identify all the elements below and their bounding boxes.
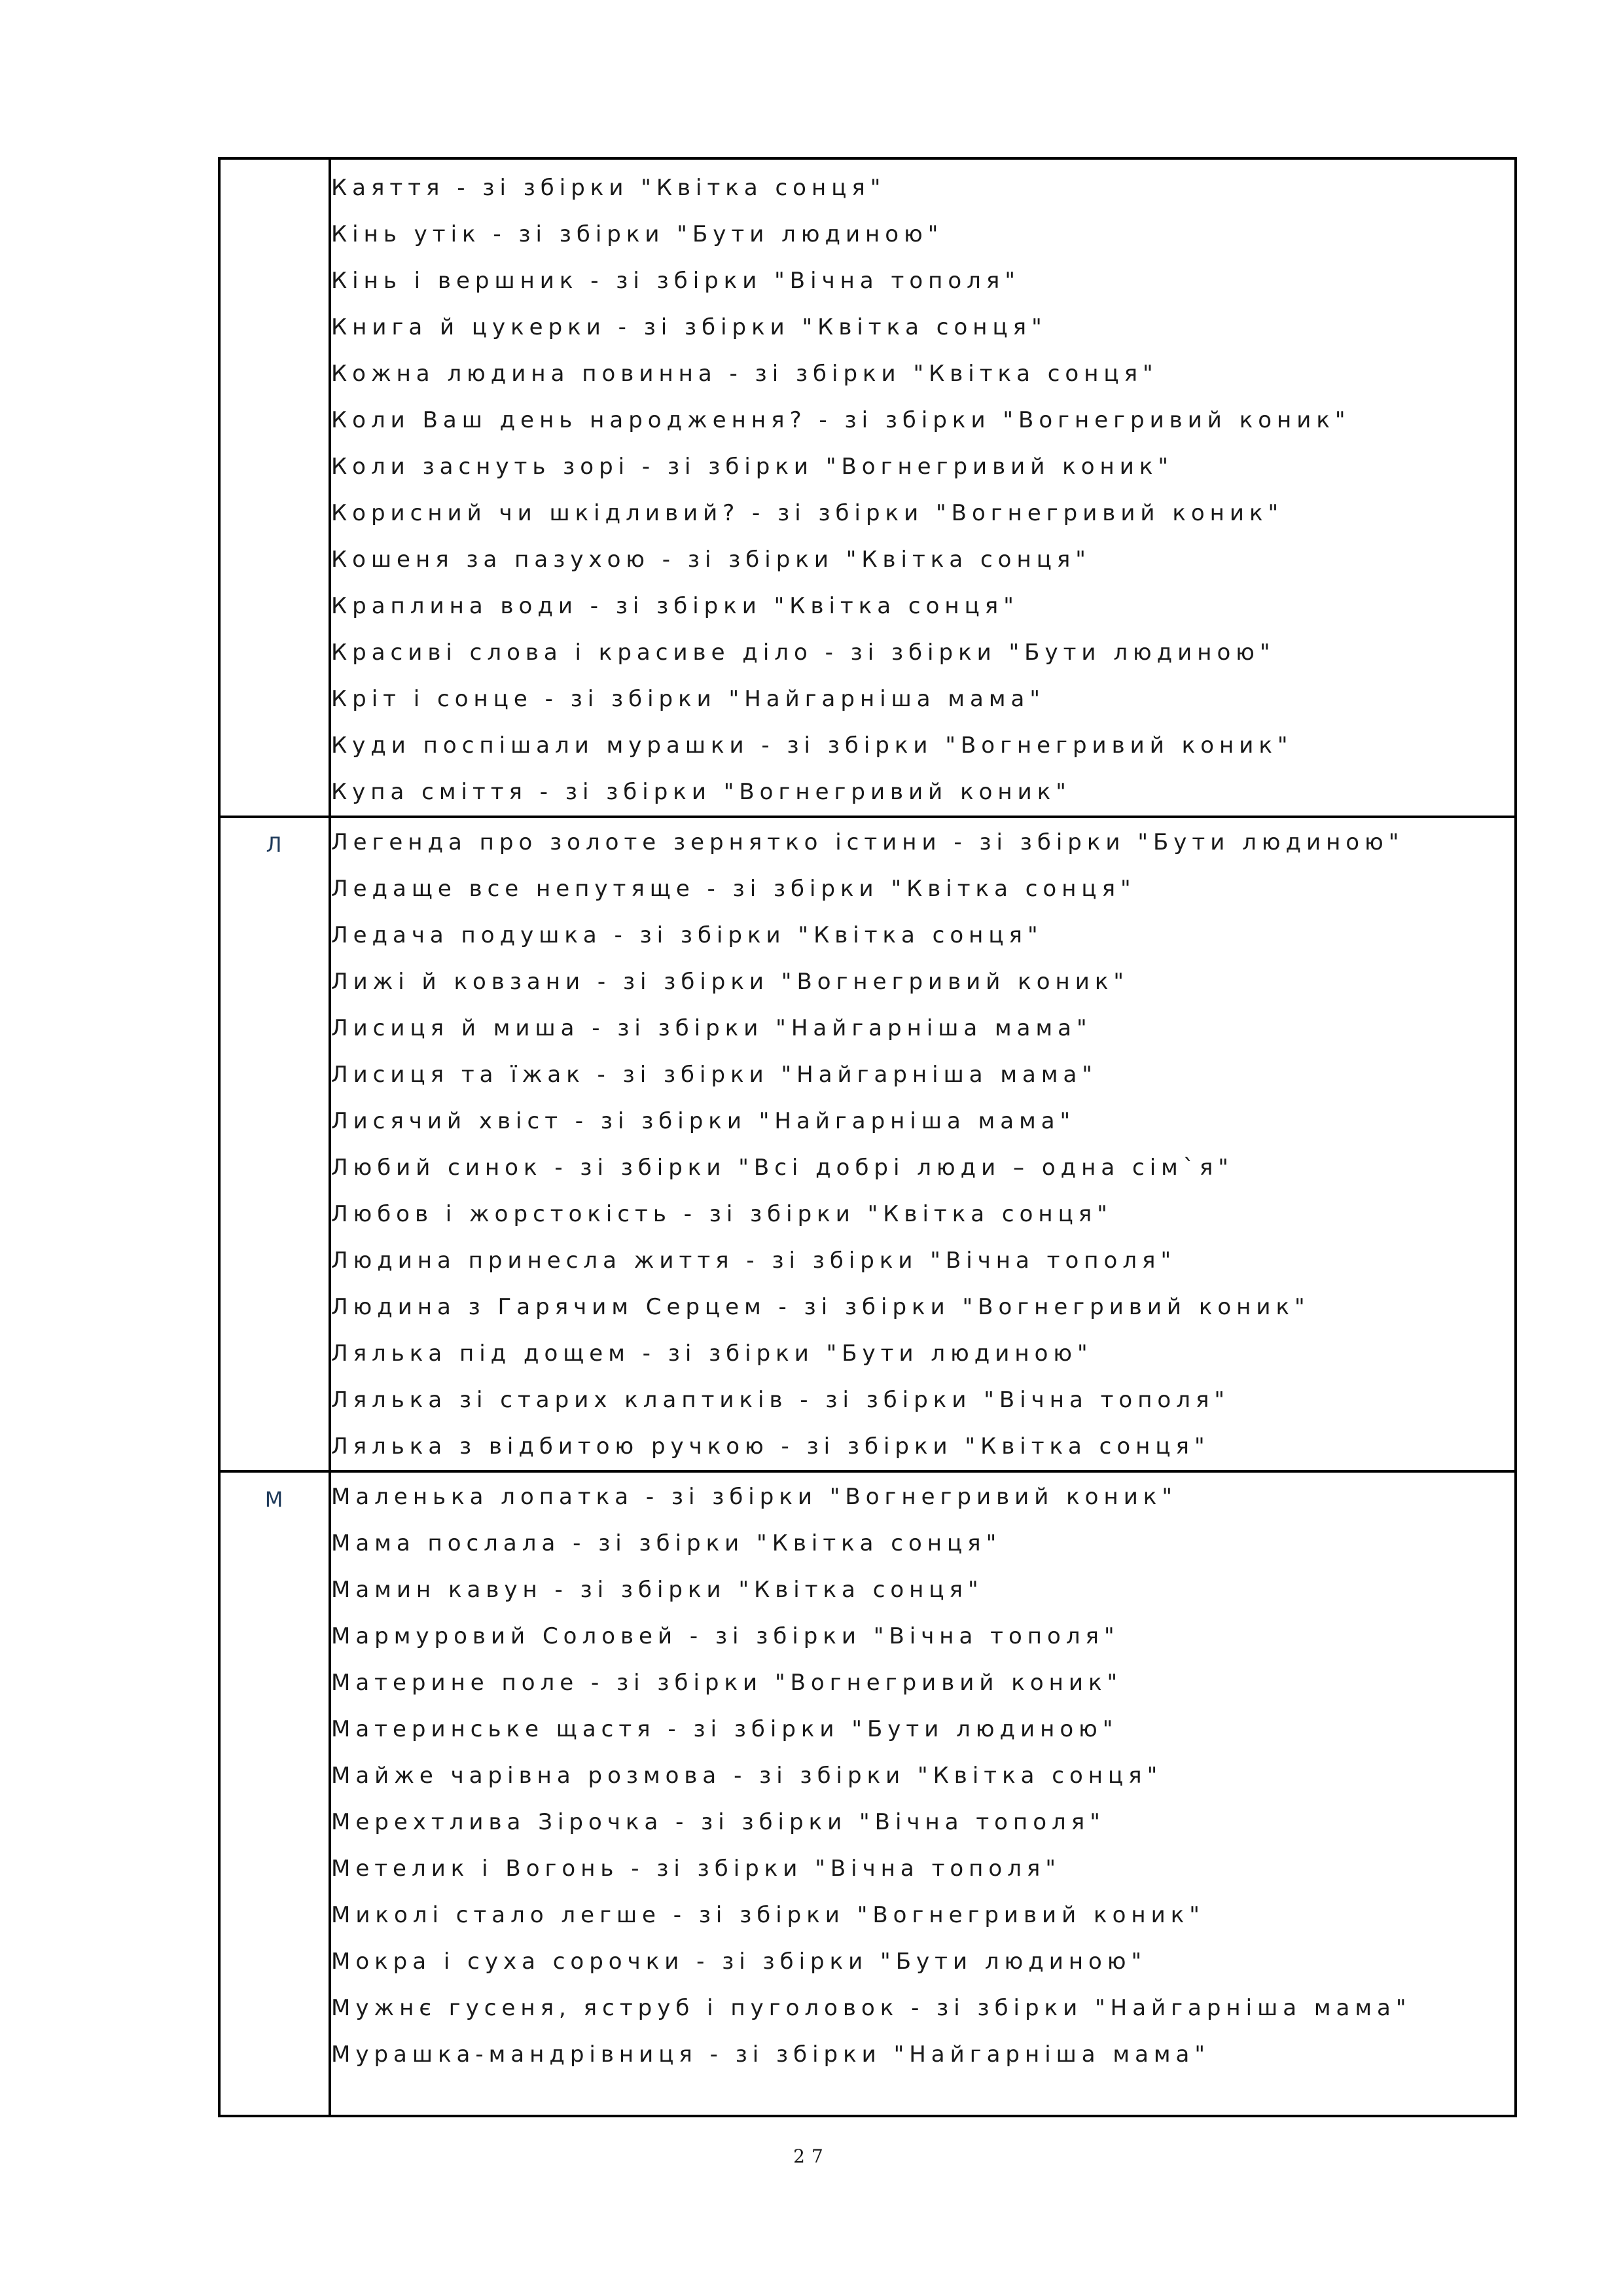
list-item: Лисиця й миша - зі збірки "Найгарніша мама" xyxy=(331,1015,1092,1041)
list-item: Мокра і суха сорочки - зі збірки "Бути людиною" xyxy=(331,1948,1147,1975)
list-item: Миколі стало легше - зі збірки "Вогнегривий коник" xyxy=(331,1902,1205,1928)
list-item: Легенда про золоте зернятко істини - зі збірки "Бути людиною" xyxy=(331,829,1404,855)
index-group-row xyxy=(219,1471,1516,2116)
list-item: Метелик і Вогонь - зі збірки "Вічна тополя" xyxy=(331,1856,1061,1882)
list-item: Мерехтлива Зірочка - зі збірки "Вічна тополя" xyxy=(331,1809,1105,1835)
list-item: Любов і жорстокість - зі збірки "Квітка сонця" xyxy=(331,1201,1113,1227)
list-item: Куди поспішали мурашки - зі збірки "Вогнегривий коник" xyxy=(331,732,1293,759)
list-item: Любий синок - зі збірки "Всі добрі люди – одна сім`я" xyxy=(331,1155,1234,1181)
titles-cell xyxy=(330,158,1516,817)
list-item: Каяття - зі збірки "Квітка сонця" xyxy=(331,175,886,201)
titles-list xyxy=(331,818,1514,1470)
list-item: Людина з Гарячим Серцем - зі збірки "Вогнегривий коник" xyxy=(331,1294,1310,1320)
list-item: Мамин кавун - зі збірки "Квітка сонця" xyxy=(331,1577,984,1603)
list-item: Книга й цукерки - зі збірки "Квітка сонця" xyxy=(331,314,1047,340)
list-item: Материне поле - зі збірки "Вогнегривий коник" xyxy=(331,1670,1123,1696)
list-item: Лялька зі старих клаптиків - зі збірки "Вічна тополя" xyxy=(331,1387,1230,1413)
titles-cell xyxy=(330,1471,1516,2116)
list-item: Мармуровий Соловей - зі збірки "Вічна тополя" xyxy=(331,1623,1120,1649)
list-item: Лялька під дощем - зі збірки "Бути людиною" xyxy=(331,1340,1093,1367)
list-item: Корисний чи шкідливий? - зі збірки "Вогнегривий коник" xyxy=(331,500,1284,526)
titles-list xyxy=(331,160,1514,816)
list-item: Лисиця та їжак - зі збірки "Найгарніша мама" xyxy=(331,1062,1097,1088)
index-group-row xyxy=(219,158,1516,817)
list-item: Мурашка-мандрівниця - зі збірки "Найгарніша мама" xyxy=(331,2041,1211,2068)
list-item: Краплина води - зі збірки "Квітка сонця" xyxy=(331,593,1019,619)
list-item: Кожна людина повинна - зі збірки "Квітка сонця" xyxy=(331,361,1158,387)
list-item: Ледача подушка - зі збірки "Квітка сонця" xyxy=(331,922,1043,948)
titles-list xyxy=(331,1473,1514,2115)
list-item: Маленька лопатка - зі збірки "Вогнегривий коник" xyxy=(331,1484,1177,1510)
list-item: Кінь утік - зі збірки "Бути людиною" xyxy=(331,221,944,247)
list-item: Кошеня за пазухою - зі збірки "Квітка сонця" xyxy=(331,547,1091,573)
list-item: Материнське щастя - зі збірки "Бути людиною" xyxy=(331,1716,1118,1742)
index-group-row xyxy=(219,817,1516,1471)
list-item: Ледаще все непутяще - зі збірки "Квітка сонця" xyxy=(331,876,1136,902)
alphabetical-index-table xyxy=(218,157,1517,2117)
letter-cell xyxy=(219,158,330,817)
list-item: Людина принесла життя - зі збірки "Вічна тополя" xyxy=(331,1247,1177,1274)
list-item: Купа сміття - зі збірки "Вогнегривий коник" xyxy=(331,779,1071,805)
list-item: Кріт і сонце - зі збірки "Найгарніша мама" xyxy=(331,686,1046,712)
group-letter: Л xyxy=(266,833,283,857)
list-item: Лижі й ковзани - зі збірки "Вогнегривий коник" xyxy=(331,969,1129,995)
list-item: Кінь і вершник - зі збірки "Вічна тополя" xyxy=(331,268,1020,294)
list-item: Мужнє гусеня, яструб і пуголовок - зі збірки "Найгарніша мама" xyxy=(331,1995,1412,2021)
list-item: Лялька з відбитою ручкою - зі збірки "Квітка сонця" xyxy=(331,1433,1210,1460)
letter-cell xyxy=(219,1471,330,2116)
list-item: Коли заснуть зорі - зі збірки "Вогнегривий коник" xyxy=(331,454,1174,480)
group-letter: М xyxy=(264,1487,285,1512)
page-number: 27 xyxy=(793,2145,830,2167)
titles-cell xyxy=(330,817,1516,1471)
letter-cell xyxy=(219,817,330,1471)
list-item: Мама послала - зі збірки "Квітка сонця" xyxy=(331,1530,1002,1556)
list-item: Красиві слова і красиве діло - зі збірки "Бути людиною" xyxy=(331,639,1275,666)
list-item: Коли Ваш день народження? - зі збірки "Вогнегривий коник" xyxy=(331,407,1351,433)
list-item: Лисячий хвіст - зі збірки "Найгарніша мама" xyxy=(331,1108,1076,1134)
list-item: Майже чарівна розмова - зі збірки "Квітка сонця" xyxy=(331,1763,1163,1789)
